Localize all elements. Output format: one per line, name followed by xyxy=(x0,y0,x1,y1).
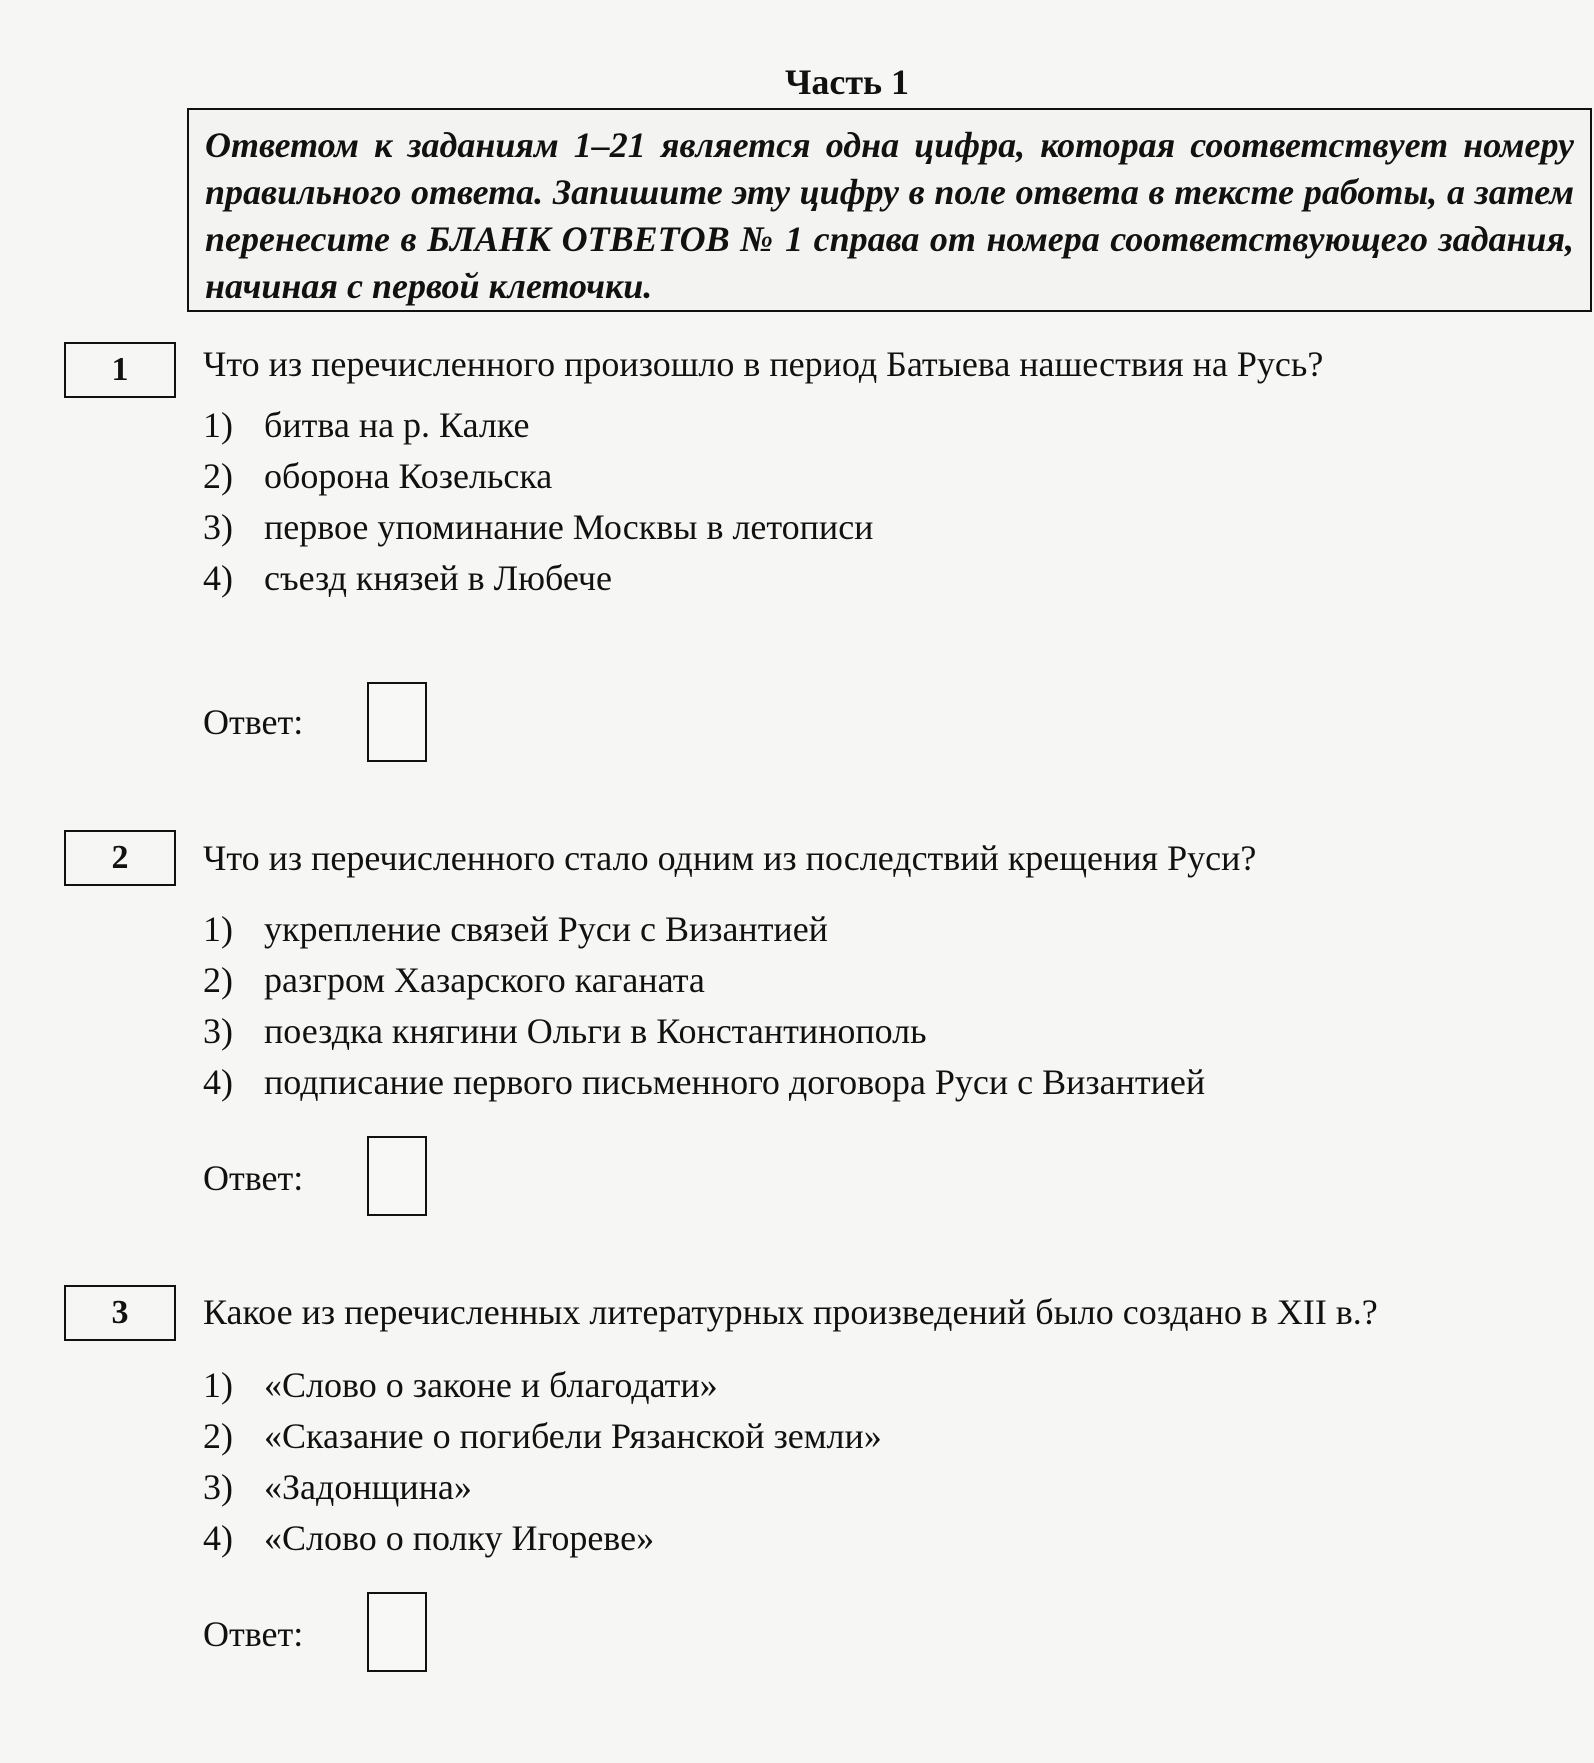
option-1-2: 2) оборона Козельска xyxy=(203,456,553,496)
answer-label-1: Ответ: xyxy=(203,702,304,742)
part-title: Часть 1 xyxy=(784,62,910,102)
option-3-4: 4) «Слово о полку Игореве» xyxy=(203,1518,655,1558)
option-1-3: 3) первое упоминание Москвы в летописи xyxy=(203,507,874,547)
option-2-4: 4) подписание первого письменного договора Руси с Византией xyxy=(203,1062,1206,1102)
option-3-1: 1) «Слово о законе и благодати» xyxy=(203,1365,718,1405)
question-text-1: Что из перечисленного произошло в период Батыева нашествия на Русь? xyxy=(203,344,1324,384)
option-2-3: 3) поездка княгини Ольги в Константинополь xyxy=(203,1011,927,1051)
question-number-1: 1 xyxy=(64,342,176,398)
option-2-2: 2) разгром Хазарского каганата xyxy=(203,960,705,1000)
answer-box-3[interactable] xyxy=(367,1592,427,1672)
option-3-3: 3) «Задонщина» xyxy=(203,1467,472,1507)
answer-label-3: Ответ: xyxy=(203,1614,304,1654)
question-text-2: Что из перечисленного стало одним из последствий крещения Руси? xyxy=(203,838,1257,878)
answer-box-1[interactable] xyxy=(367,682,427,762)
question-options-1 xyxy=(203,400,873,604)
question-options-3 xyxy=(203,1360,882,1564)
option-3-2: 2) «Сказание о погибели Рязанской земли» xyxy=(203,1416,882,1456)
option-1-4: 4) съезд князей в Любече xyxy=(203,558,612,598)
question-number-2: 2 xyxy=(64,830,176,886)
answer-box-2[interactable] xyxy=(367,1136,427,1216)
question-options-2 xyxy=(203,904,1205,1108)
answer-label-2: Ответ: xyxy=(203,1158,304,1198)
question-number-3: 3 xyxy=(64,1285,176,1341)
option-1-1: 1) битва на р. Калке xyxy=(203,405,530,445)
instructions-box: Ответом к заданиям 1–21 является одна цифра, которая соответствует номеру правильного ответа. Запишите эту цифру в поле ответа в тексте работы, а затем перенесите в БЛАНК ОТВЕТОВ № 1 справа от номера соответствующего задания, начиная с первой клеточки. xyxy=(187,108,1592,312)
option-2-1: 1) укрепление связей Руси с Византией xyxy=(203,909,828,949)
question-text-3: Какое из перечисленных литературных произведений было создано в XII в.? xyxy=(203,1292,1378,1332)
